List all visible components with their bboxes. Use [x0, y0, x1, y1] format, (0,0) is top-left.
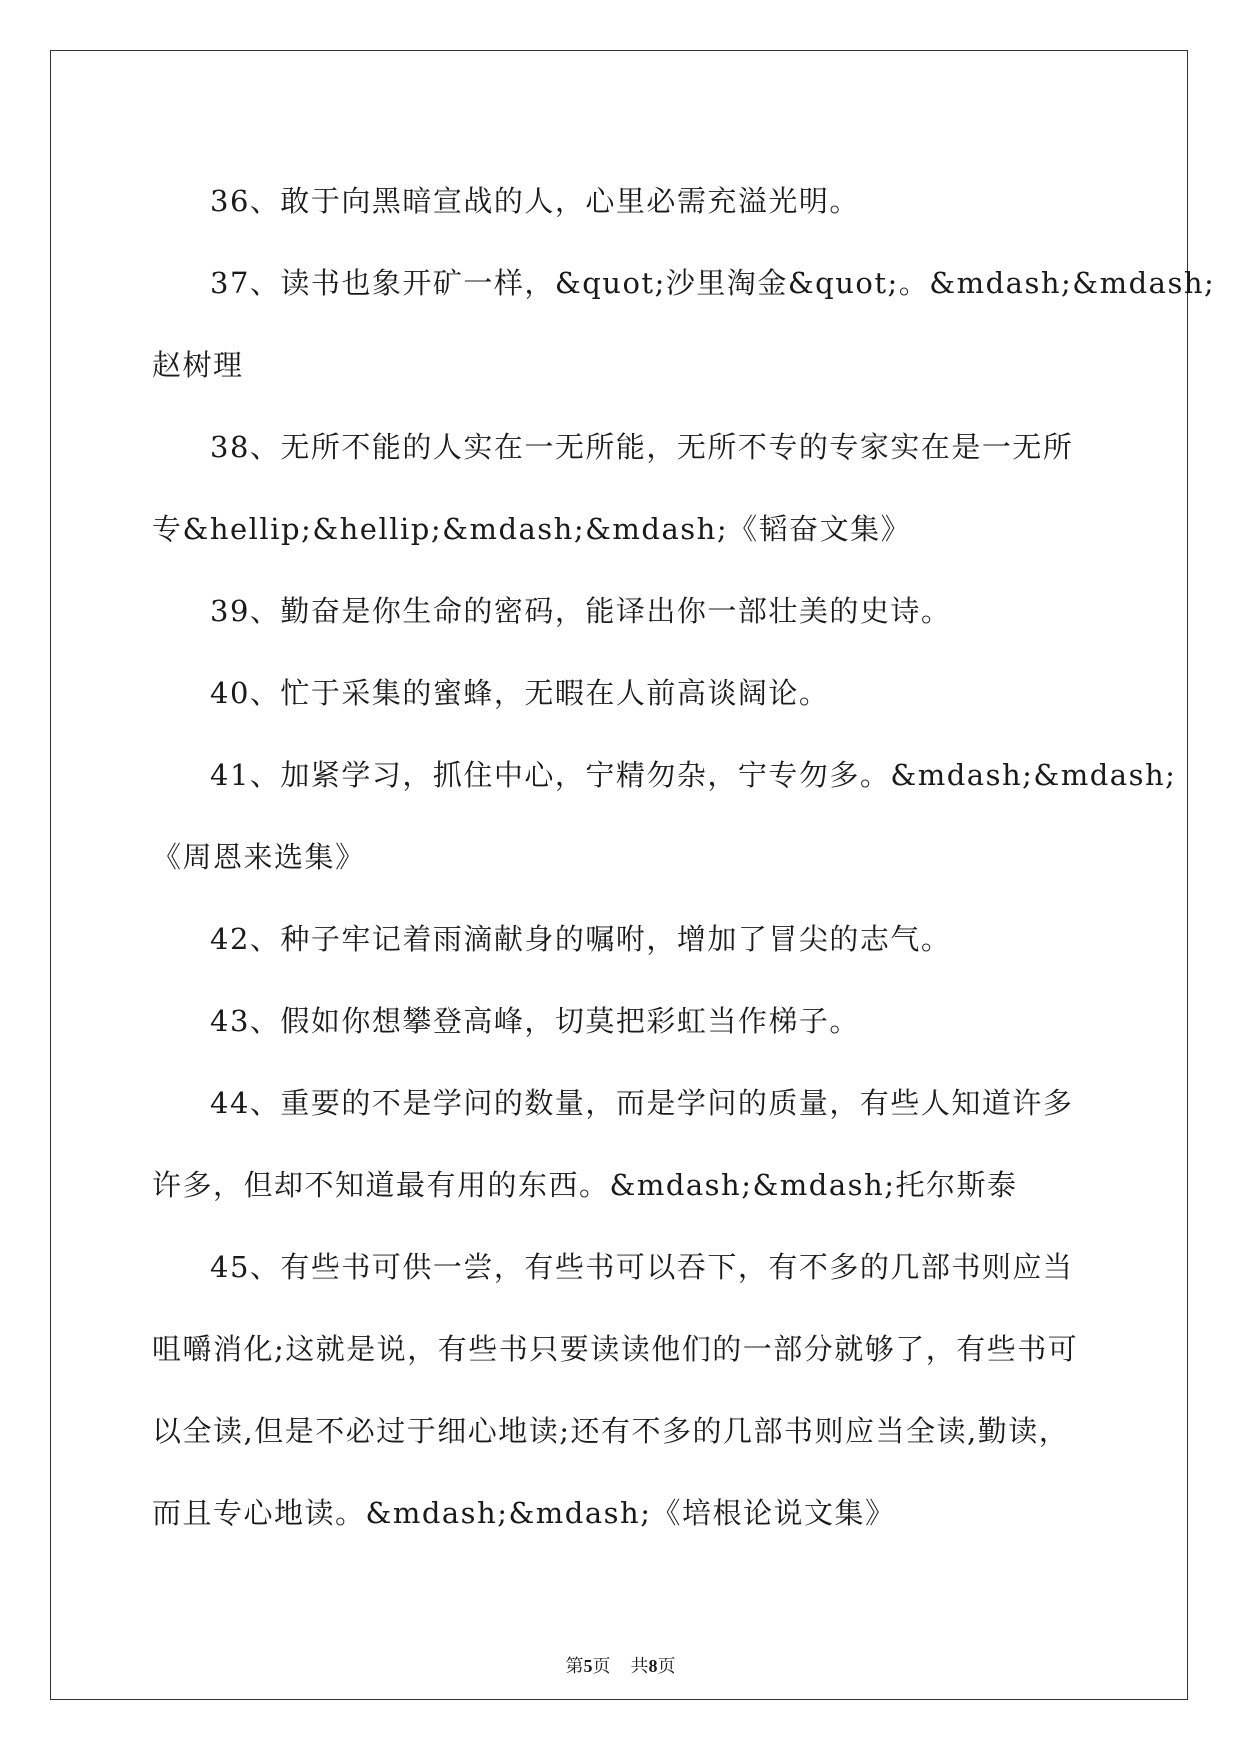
- footer-total-suffix: 页: [657, 1656, 676, 1677]
- quote-line: 44、重要的不是学问的数量，而是学问的质量，有些人知道许多: [210, 1086, 1074, 1120]
- quote-line: 39、勤奋是你生命的密码，能译出你一部壮美的史诗。: [210, 594, 952, 628]
- quote-45: [152, 1226, 1090, 1554]
- quote-line: 37、读书也象开矿一样，&quot;沙里淘金&quot;。&mdash;&mdash;: [210, 266, 1216, 300]
- page-footer: [0, 1652, 1241, 1678]
- quote-line: 而且专心地读。&mdash;&mdash;《培根论说文集》: [152, 1496, 896, 1530]
- current-page-number: 5: [583, 1656, 593, 1676]
- quote-line: 42、种子牢记着雨滴献身的嘱咐，增加了冒尖的志气。: [210, 922, 952, 956]
- quote-line: 专&hellip;&hellip;&mdash;&mdash;《韬奋文集》: [152, 512, 912, 546]
- quote-line: 43、假如你想攀登高峰，切莫把彩虹当作梯子。: [210, 1004, 860, 1038]
- quote-37: [152, 242, 1216, 406]
- footer-total-prefix: 共: [630, 1656, 649, 1677]
- quote-line: 《周恩来选集》: [152, 840, 366, 874]
- quote-44: [152, 1062, 1090, 1226]
- quote-line: 许多，但却不知道最有用的东西。&mdash;&mdash;托尔斯泰: [152, 1168, 1018, 1202]
- quote-39: [152, 570, 1090, 652]
- footer-page-suffix: 页: [592, 1656, 611, 1677]
- quote-40: [152, 652, 1090, 734]
- document-body: [152, 160, 1216, 1554]
- quote-line: 40、忙于采集的蜜蜂，无暇在人前高谈阔论。: [210, 676, 830, 710]
- quote-43: [152, 980, 1090, 1062]
- quote-line: 38、无所不能的人实在一无所能，无所不专的专家实在是一无所: [210, 430, 1074, 464]
- quote-36: [152, 160, 1090, 242]
- quote-line: 36、敢于向黑暗宣战的人，心里必需充溢光明。: [210, 184, 860, 218]
- quote-line: 45、有些书可供一尝，有些书可以吞下，有不多的几部书则应当: [210, 1250, 1074, 1284]
- quote-line: 以全读,但是不必过于细心地读;还有不多的几部书则应当全读,勤读，: [152, 1414, 1070, 1448]
- quote-line: 咀嚼消化;这就是说，有些书只要读读他们的一部分就够了，有些书可: [152, 1332, 1079, 1366]
- footer-prefix: 第: [565, 1656, 584, 1677]
- quote-41: [152, 734, 1177, 898]
- total-page-count: 8: [648, 1656, 658, 1676]
- quote-line: 41、加紧学习，抓住中心，宁精勿杂，宁专勿多。&mdash;&mdash;: [210, 758, 1177, 792]
- quote-42: [152, 898, 1090, 980]
- quote-line: 赵树理: [152, 348, 244, 382]
- quote-38: [152, 406, 1090, 570]
